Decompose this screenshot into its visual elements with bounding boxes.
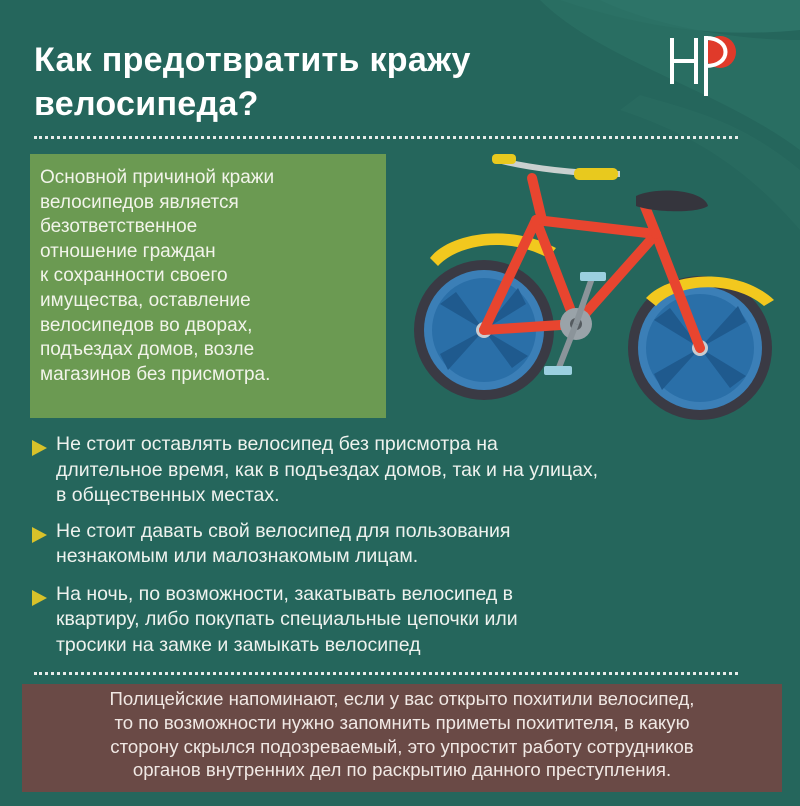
divider-bottom <box>34 672 738 675</box>
triangle-bullet-icon <box>32 527 47 543</box>
list-item <box>30 432 780 509</box>
triangle-bullet-icon <box>32 590 47 606</box>
tip-text: Не стоит давать свой велосипед для пользования незнакомым или малознакомым лицам. <box>56 519 511 567</box>
np-logo-icon <box>662 24 748 106</box>
divider-top <box>34 136 738 139</box>
notice-text: Полицейские напоминают, если у вас открыто похитили велосипед, то по возможности нужно запомнить приметы похитителя, в какую сторону скрылся подозреваемый, это упростит работу сотрудников органов внутренних дел по раскрытию данного преступления. <box>109 688 695 781</box>
police-notice-box <box>22 684 782 792</box>
list-item <box>30 519 780 570</box>
list-item <box>30 582 780 659</box>
bicycle-icon <box>408 148 780 434</box>
tips-list <box>30 432 780 664</box>
triangle-bullet-icon <box>32 440 47 456</box>
cause-box <box>30 154 386 418</box>
tip-text: На ночь, по возможности, закатывать велосипед в квартиру, либо покупать специальные цепочки или тросики на замке и замыкать велосипед <box>56 582 518 656</box>
tip-text: Не стоит оставлять велосипед без присмотра на длительное время, как в подъездах домов, так и на улицах, в общественных местах. <box>56 433 599 506</box>
page-title: Как предотвратить кражу велосипеда? <box>34 41 471 123</box>
cause-text: Основной причиной кражи велосипедов является безответственное отношение граждан к сохранности своего имущества, оставление велосипедов во дворах, подъездах домов, возле магазинов без присмотра. <box>40 167 275 385</box>
